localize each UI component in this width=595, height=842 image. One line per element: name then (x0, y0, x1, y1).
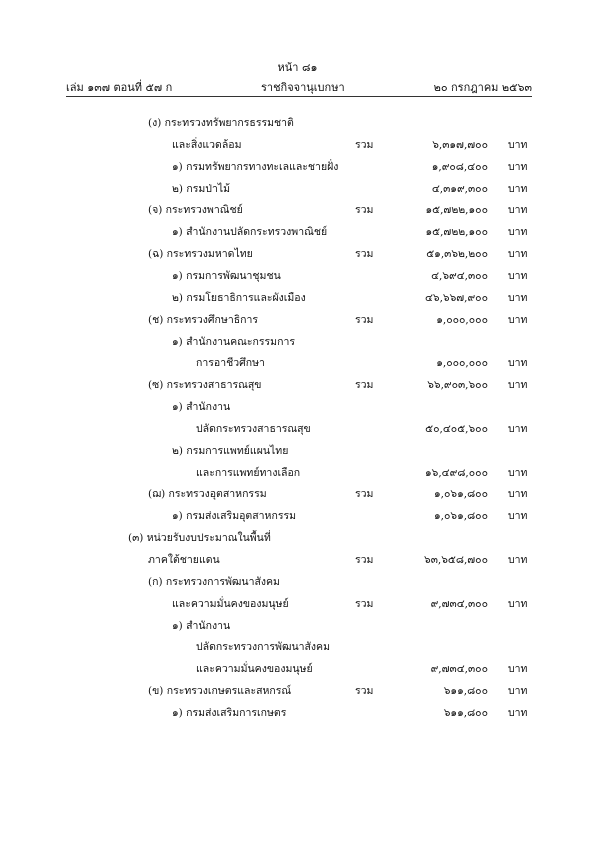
item-label: (ง) กระทรวงทรัพยากรธรรมชาติ (148, 117, 294, 129)
page-number: หน้า ๘๑ (277, 61, 318, 74)
item-label: (ฉ) กระทรวงมหาดไทย (148, 248, 253, 260)
item-label: (ฌ) กระทรวงอุตสาหกรรม (148, 488, 267, 500)
total-label: รวม (355, 204, 374, 216)
amount: ๕๑,๓๖๒,๒๐๐ (426, 248, 488, 260)
budget-row (0, 267, 595, 283)
budget-row (0, 420, 595, 436)
total-label: รวม (355, 598, 374, 610)
item-label: ภาคใต้ชายแดน (148, 554, 220, 566)
currency-unit: บาท (508, 292, 528, 304)
currency-unit: บาท (508, 467, 528, 479)
total-label: รวม (355, 379, 374, 391)
amount: ๖๑๑,๘๐๐ (443, 685, 488, 697)
item-label: ๑) กรมทรัพยากรทางทะเลและชายฝั่ง (172, 161, 339, 173)
amount: ๑๕,๗๒๒,๑๐๐ (425, 226, 488, 238)
budget-row (0, 354, 595, 370)
budget-row (0, 398, 595, 414)
total-label: รวม (355, 314, 374, 326)
item-label: และการแพทย์ทางเลือก (196, 467, 301, 479)
currency-unit: บาท (508, 314, 528, 326)
header-rule (66, 96, 532, 97)
item-label: ๑) กรมส่งเสริมอุตสาหกรรม (172, 510, 297, 522)
currency-unit: บาท (508, 488, 528, 500)
issue-date: ๒๐ กรกฎาคม ๒๕๖๓ (433, 81, 532, 94)
budget-row (0, 573, 595, 589)
amount: ๑,๐๖๑,๘๐๐ (434, 510, 488, 522)
budget-row (0, 595, 595, 611)
item-label: และความมั่นคงของมนุษย์ (172, 598, 289, 610)
currency-unit: บาท (508, 598, 528, 610)
budget-row (0, 289, 595, 305)
currency-unit: บาท (508, 161, 528, 173)
budget-row (0, 311, 595, 327)
amount: ๑,๐๐๐,๐๐๐ (436, 314, 488, 326)
item-label: ๒) กรมป่าไม้ (172, 183, 231, 195)
item-label: ปลัดกระทรวงสาธารณสุข (196, 423, 311, 435)
amount: ๔๖,๖๖๗,๙๐๐ (424, 292, 488, 304)
currency-unit: บาท (508, 423, 528, 435)
item-label: และสิ่งแวดล้อม (172, 139, 242, 151)
budget-row (0, 442, 595, 458)
budget-row (0, 114, 595, 130)
total-label: รวม (355, 488, 374, 500)
item-label: ๑) สำนักงาน (172, 401, 231, 413)
budget-row (0, 529, 595, 545)
gazette-title: ราชกิจจานุเบกษา (261, 81, 345, 94)
amount: ๖๖,๙๐๓,๖๐๐ (427, 379, 488, 391)
budget-row (0, 464, 595, 480)
amount: ๕๐,๔๐๕,๖๐๐ (425, 423, 488, 435)
budget-row (0, 507, 595, 523)
currency-unit: บาท (508, 379, 528, 391)
amount: ๔,๓๑๙,๓๐๐ (431, 183, 488, 195)
item-label: ๒) กรมโยธาธิการและผังเมือง (172, 292, 306, 304)
budget-row (0, 704, 595, 720)
item-label: ๑) สำนักงาน (172, 620, 231, 632)
amount: ๖๑๑,๘๐๐ (443, 707, 488, 719)
budget-row (0, 158, 595, 174)
amount: ๑๖,๔๙๘,๐๐๐ (425, 467, 488, 479)
amount: ๑,๙๐๘,๔๐๐ (431, 161, 488, 173)
budget-row (0, 660, 595, 676)
currency-unit: บาท (508, 663, 528, 675)
item-label: ๒) กรมการแพทย์แผนไทย (172, 445, 289, 457)
item-label: (ซ) กระทรวงสาธารณสุข (148, 379, 262, 391)
total-label: รวม (355, 554, 374, 566)
amount: ๑๕,๗๒๒,๑๐๐ (425, 204, 488, 216)
budget-row (0, 245, 595, 261)
item-label: ปลัดกระทรวงการพัฒนาสังคม (196, 641, 330, 653)
budget-row (0, 617, 595, 633)
currency-unit: บาท (508, 554, 528, 566)
item-label: ๑) สำนักงานปลัดกระทรวงพาณิชย์ (172, 226, 328, 238)
amount: ๙,๗๓๔,๓๐๐ (430, 663, 488, 675)
total-label: รวม (355, 685, 374, 697)
item-label: และความมั่นคงของมนุษย์ (196, 663, 313, 675)
budget-row (0, 638, 595, 654)
amount: ๖,๓๑๗,๗๐๐ (432, 139, 488, 151)
amount: ๖๓,๖๕๘,๗๐๐ (424, 554, 488, 566)
item-label: (ก) กระทรวงการพัฒนาสังคม (148, 576, 280, 588)
budget-row (0, 201, 595, 217)
budget-row (0, 551, 595, 567)
currency-unit: บาท (508, 226, 528, 238)
currency-unit: บาท (508, 270, 528, 282)
currency-unit: บาท (508, 510, 528, 522)
item-label: (ข) กระทรวงเกษตรและสหกรณ์ (148, 685, 292, 697)
currency-unit: บาท (508, 707, 528, 719)
budget-row (0, 682, 595, 698)
budget-row (0, 180, 595, 196)
item-label: ๑) กรมส่งเสริมการเกษตร (172, 707, 287, 719)
item-label: (๓) หน่วยรับงบประมาณในพื้นที่ (128, 532, 271, 544)
item-label: การอาชีวศึกษา (196, 357, 265, 369)
total-label: รวม (355, 248, 374, 260)
currency-unit: บาท (508, 139, 528, 151)
item-label: ๑) สำนักงานคณะกรรมการ (172, 336, 295, 348)
amount: ๑,๐๐๐,๐๐๐ (436, 357, 488, 369)
budget-row (0, 485, 595, 501)
budget-row (0, 333, 595, 349)
amount: ๙,๗๓๔,๓๐๐ (430, 598, 488, 610)
amount: ๔,๖๙๔,๓๐๐ (431, 270, 488, 282)
currency-unit: บาท (508, 204, 528, 216)
budget-row (0, 136, 595, 152)
budget-row (0, 376, 595, 392)
volume-issue: เล่ม ๑๓๗ ตอนที่ ๕๗ ก (66, 81, 173, 94)
total-label: รวม (355, 139, 374, 151)
currency-unit: บาท (508, 183, 528, 195)
currency-unit: บาท (508, 248, 528, 260)
currency-unit: บาท (508, 685, 528, 697)
item-label: ๑) กรมการพัฒนาชุมชน (172, 270, 281, 282)
currency-unit: บาท (508, 357, 528, 369)
budget-row (0, 223, 595, 239)
item-label: (ช) กระทรวงศึกษาธิการ (148, 314, 259, 326)
item-label: (จ) กระทรวงพาณิชย์ (148, 204, 243, 216)
amount: ๑,๐๖๑,๘๐๐ (434, 488, 488, 500)
